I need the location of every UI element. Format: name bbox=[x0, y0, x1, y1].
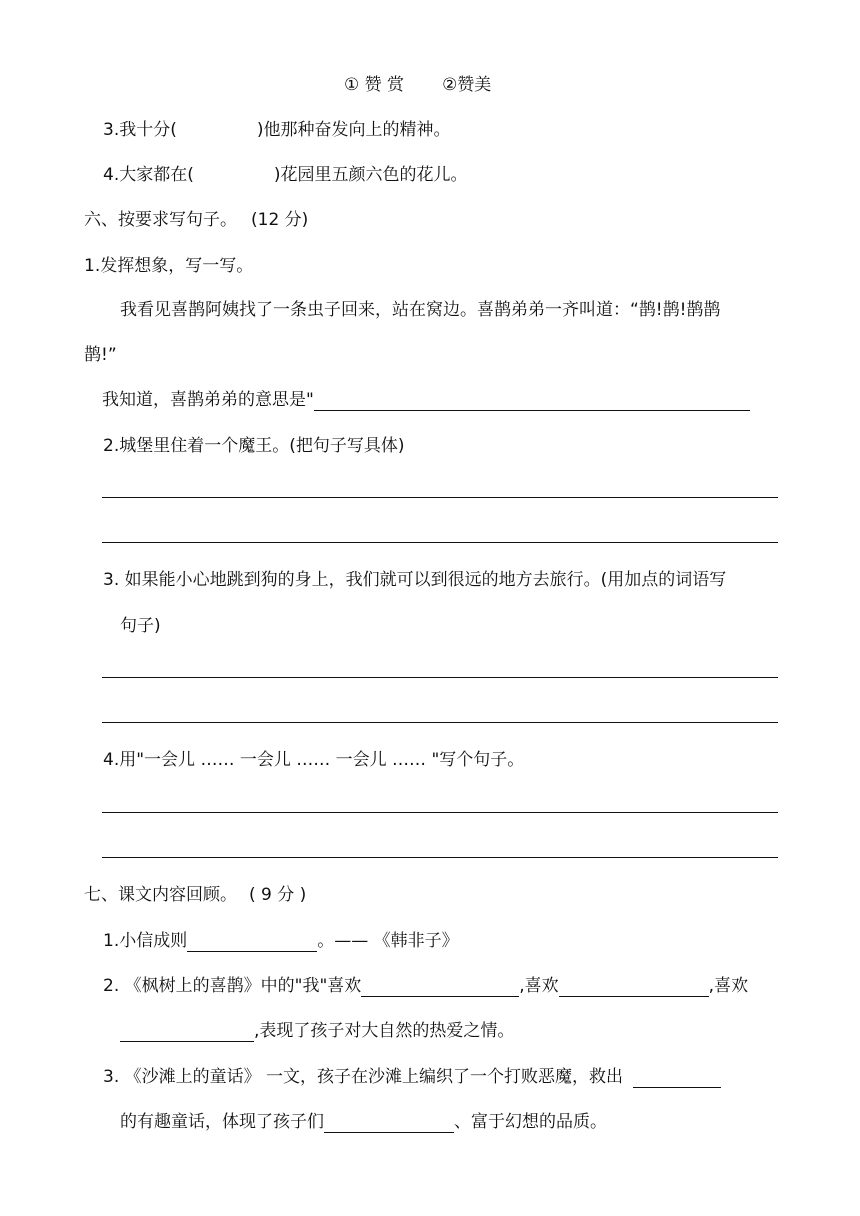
section-7-heading bbox=[84, 884, 306, 906]
section-score: (12 分) bbox=[251, 210, 309, 230]
question-7-1 bbox=[103, 930, 459, 952]
question-text: 2. 《枫树上的喜鹊》中的"我"喜欢 bbox=[103, 976, 362, 996]
question-6-1-answer bbox=[102, 389, 750, 411]
question-text: ,喜欢 bbox=[708, 976, 749, 996]
section-title: 七、课文内容回顾。 bbox=[84, 885, 237, 905]
section-score: ( 9 分 ) bbox=[249, 885, 307, 905]
question-text: 1.小信成则 bbox=[103, 931, 188, 951]
question-text: 的有趣童话，体现了孩子们 bbox=[120, 1112, 324, 1132]
option-2: ②赞美 bbox=[442, 75, 492, 95]
question-text: 3.我十分( bbox=[103, 120, 177, 140]
question-text: 。—— 《韩非子》 bbox=[317, 931, 459, 951]
question-6-3-line2: 句子) bbox=[120, 616, 161, 636]
answer-blank[interactable] bbox=[120, 1023, 254, 1042]
question-text: 3. 《沙滩上的童话》 一文，孩子在沙滩上编织了一个打败恶魔，救出 bbox=[103, 1067, 624, 1087]
answer-blank[interactable] bbox=[314, 392, 750, 411]
section-title: 六、按要求写句子。 bbox=[84, 210, 237, 230]
passage-line: 我看见喜鹊阿姨找了一条虫子回来，站在窝边。喜鹊弟弟一齐叫道：“鹊!鹊!鹊鹊 bbox=[120, 300, 721, 320]
question-text: )他那种奋发向上的精神。 bbox=[256, 120, 451, 140]
answer-line[interactable] bbox=[102, 722, 778, 723]
answer-line[interactable] bbox=[102, 497, 778, 498]
answer-blank[interactable] bbox=[559, 978, 709, 997]
question-7-3-line1 bbox=[103, 1066, 721, 1088]
question-text: ,喜欢 bbox=[519, 976, 559, 996]
answer-blank[interactable] bbox=[633, 1069, 721, 1088]
answer-line[interactable] bbox=[102, 857, 778, 858]
question-text: 、富于幻想的品质。 bbox=[454, 1112, 607, 1132]
question-7-2-line1 bbox=[103, 975, 748, 997]
question-6-4-title: 4.用"一会儿 …… 一会儿 …… 一会儿 …… "写个句子。 bbox=[103, 750, 525, 770]
answer-blank[interactable] bbox=[187, 933, 317, 952]
answer-prompt: 我知道，喜鹊弟弟的意思是" bbox=[102, 390, 314, 410]
answer-line[interactable] bbox=[102, 812, 778, 813]
answer-blank[interactable] bbox=[324, 1114, 454, 1133]
question-text: ,表现了孩子对大自然的热爱之情。 bbox=[254, 1021, 515, 1041]
question-6-1-title: 1.发挥想象，写一写。 bbox=[84, 256, 254, 276]
passage-line: 鹊!” bbox=[84, 345, 117, 365]
section-6-heading bbox=[84, 209, 308, 231]
answer-line[interactable] bbox=[102, 542, 778, 543]
question-5-3 bbox=[103, 119, 451, 141]
word-options bbox=[344, 74, 491, 96]
option-1: ① 赞 赏 bbox=[344, 75, 405, 95]
question-6-2-title: 2.城堡里住着一个魔王。(把句子写具体) bbox=[103, 436, 405, 456]
question-7-2-line2 bbox=[120, 1020, 514, 1042]
question-text: 4.大家都在( bbox=[103, 165, 194, 185]
question-6-3-line1: 3. 如果能小心地跳到狗的身上，我们就可以到很远的地方去旅行。(用加点的词语写 bbox=[103, 570, 727, 590]
answer-blank[interactable] bbox=[361, 978, 519, 997]
question-7-3-line2 bbox=[120, 1111, 607, 1133]
question-text: )花园里五颜六色的花儿。 bbox=[273, 165, 468, 185]
answer-line[interactable] bbox=[102, 677, 778, 678]
question-5-4 bbox=[103, 164, 468, 186]
